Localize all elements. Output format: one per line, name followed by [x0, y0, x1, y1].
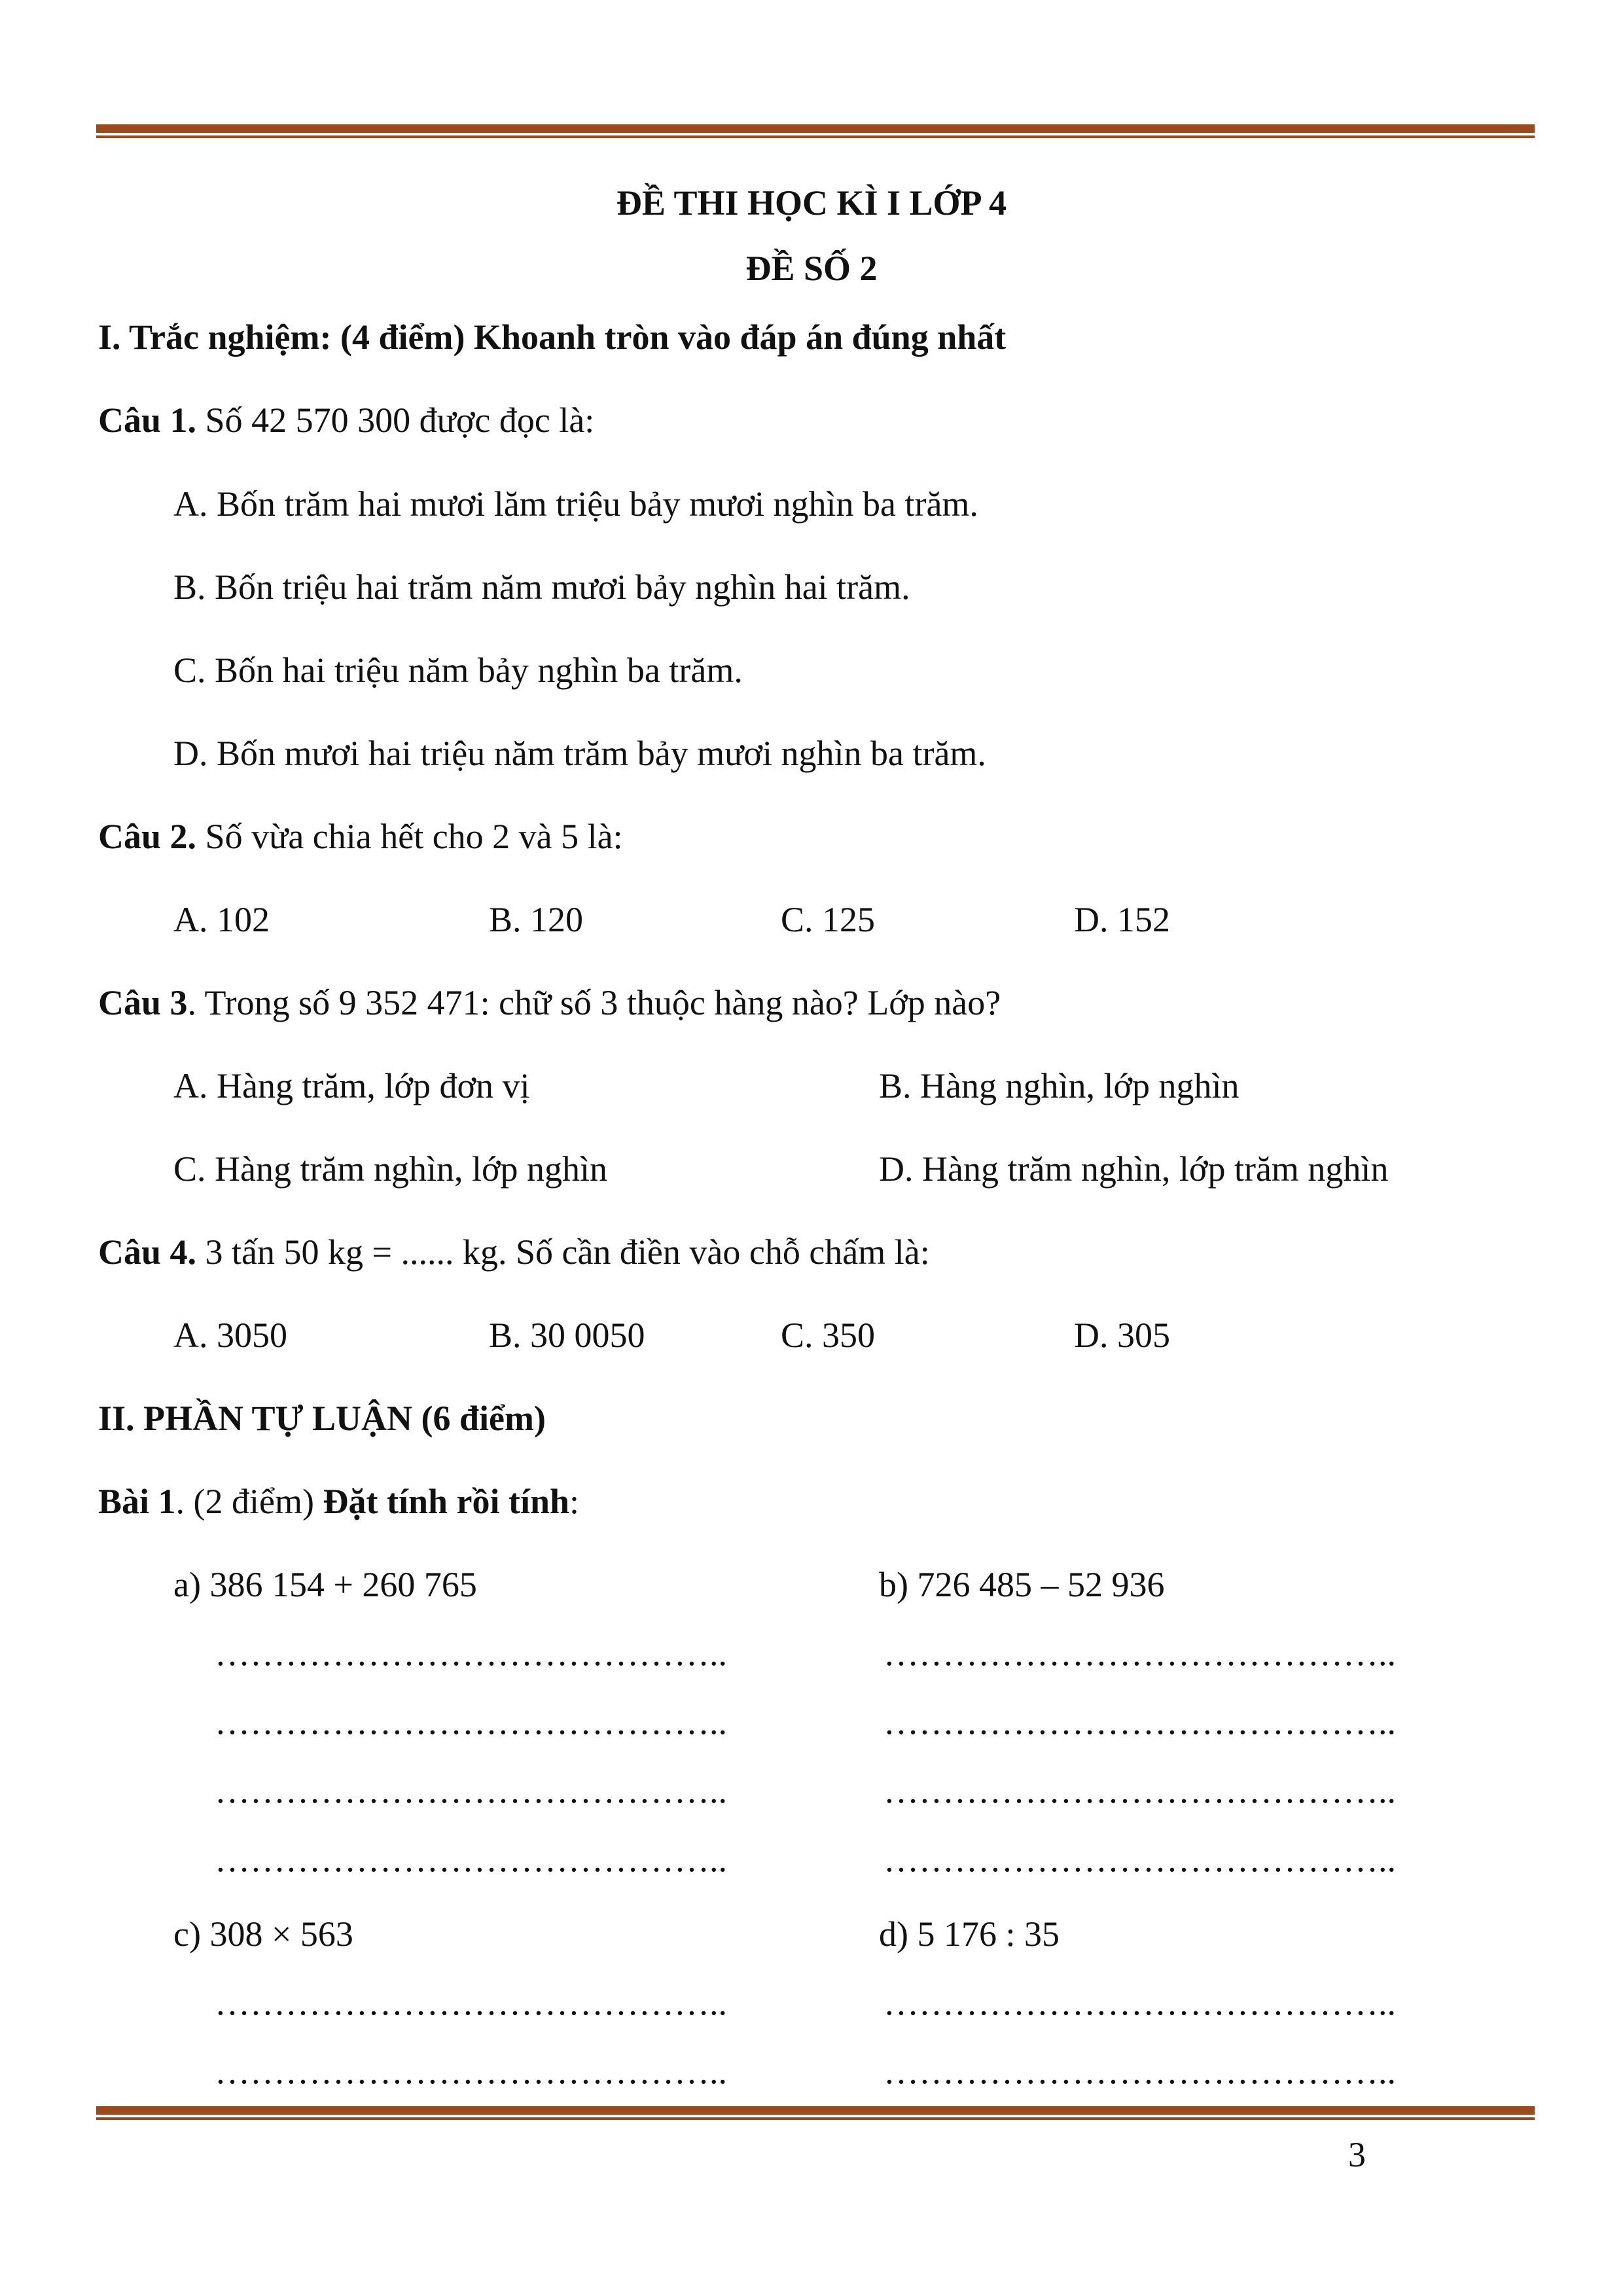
question-4-text: 3 tấn 50 kg = ...... kg. Số cần điền vào chỗ chấm là:: [196, 1232, 930, 1272]
question-4-option-c: C. 350: [781, 1316, 876, 1355]
answer-line[interactable]: ……………………………………..: [883, 1771, 1396, 1810]
top-rule: [96, 124, 1535, 138]
section-2-heading: II. PHẦN TỰ LUẬN (6 điểm): [98, 1399, 546, 1438]
question-1-label: Câu 1.: [98, 401, 197, 440]
question-3-option-b: B. Hàng nghìn, lớp nghìn: [879, 1066, 1240, 1105]
answer-line[interactable]: ……………………………………..: [215, 1702, 727, 1742]
answer-line[interactable]: ……………………………………..: [883, 1840, 1396, 1879]
exercise-1-points: . (2 điểm): [175, 1482, 323, 1521]
question-2-option-c: C. 125: [781, 900, 876, 939]
exercise-1-d: d) 5 176 : 35: [879, 1914, 1060, 1954]
question-4-option-d: D. 305: [1074, 1316, 1170, 1355]
page-subtitle: ĐỀ SỐ 2: [745, 249, 878, 288]
question-1-option-b: B. Bốn triệu hai trăm năm mươi bảy nghìn hai trăm.: [173, 567, 910, 607]
question-2-option-a: A. 102: [173, 900, 270, 939]
exercise-1-label: Bài 1: [98, 1482, 176, 1521]
question-2-text: Số vừa chia hết cho 2 và 5 là:: [196, 817, 623, 856]
answer-line[interactable]: ……………………………………..: [883, 1634, 1396, 1673]
exercise-1-b: b) 726 485 – 52 936: [879, 1565, 1165, 1604]
question-4: [98, 1232, 930, 1272]
answer-line[interactable]: ……………………………………..: [215, 1771, 727, 1810]
question-3: [98, 983, 1001, 1022]
exercise-1-instruction: Đặt tính rồi tính: [323, 1482, 570, 1521]
question-2: [98, 817, 623, 856]
question-4-label: Câu 4.: [98, 1232, 197, 1272]
exercise-1: [98, 1482, 579, 1521]
answer-line[interactable]: ……………………………………..: [883, 2052, 1396, 2091]
answer-line[interactable]: ……………………………………..: [215, 1983, 727, 2022]
section-1-heading: I. Trắc nghiệm: (4 điểm) Khoanh tròn vào đáp án đúng nhất: [98, 317, 1007, 357]
answer-line[interactable]: ……………………………………..: [883, 1702, 1396, 1742]
question-3-text: . Trong số 9 352 471: chữ số 3 thuộc hàng nào? Lớp nào?: [187, 983, 1001, 1022]
question-2-label: Câu 2.: [98, 817, 197, 856]
answer-line[interactable]: ……………………………………..: [215, 2052, 727, 2091]
answer-line[interactable]: ……………………………………..: [215, 1634, 727, 1673]
question-3-option-c: C. Hàng trăm nghìn, lớp nghìn: [173, 1149, 608, 1189]
question-2-option-d: D. 152: [1074, 900, 1170, 939]
question-1: [98, 401, 594, 440]
question-2-option-b: B. 120: [489, 900, 584, 939]
exercise-1-a: a) 386 154 + 260 765: [173, 1565, 477, 1604]
question-3-option-a: A. Hàng trăm, lớp đơn vị: [173, 1066, 530, 1105]
exercise-1-colon: :: [569, 1482, 580, 1521]
question-1-option-d: D. Bốn mươi hai triệu năm trăm bảy mươi nghìn ba trăm.: [173, 734, 986, 773]
bottom-rule: [96, 2106, 1535, 2120]
question-3-option-d: D. Hàng trăm nghìn, lớp trăm nghìn: [879, 1149, 1389, 1189]
answer-line[interactable]: ……………………………………..: [215, 1840, 727, 1879]
answer-line[interactable]: ……………………………………..: [883, 1983, 1396, 2022]
question-3-label: Câu 3: [98, 983, 188, 1022]
question-4-option-b: B. 30 0050: [489, 1316, 645, 1355]
exercise-1-c: c) 308 × 563: [173, 1914, 353, 1954]
question-1-option-c: C. Bốn hai triệu năm bảy nghìn ba trăm.: [173, 651, 743, 690]
page-number: 3: [1348, 2135, 1366, 2174]
question-1-text: Số 42 570 300 được đọc là:: [196, 401, 595, 440]
question-1-option-a: A. Bốn trăm hai mươi lăm triệu bảy mươi nghìn ba trăm.: [173, 484, 978, 524]
page-title: ĐỀ THI HỌC KÌ I LỚP 4: [616, 183, 1007, 223]
question-4-option-a: A. 3050: [173, 1316, 287, 1355]
